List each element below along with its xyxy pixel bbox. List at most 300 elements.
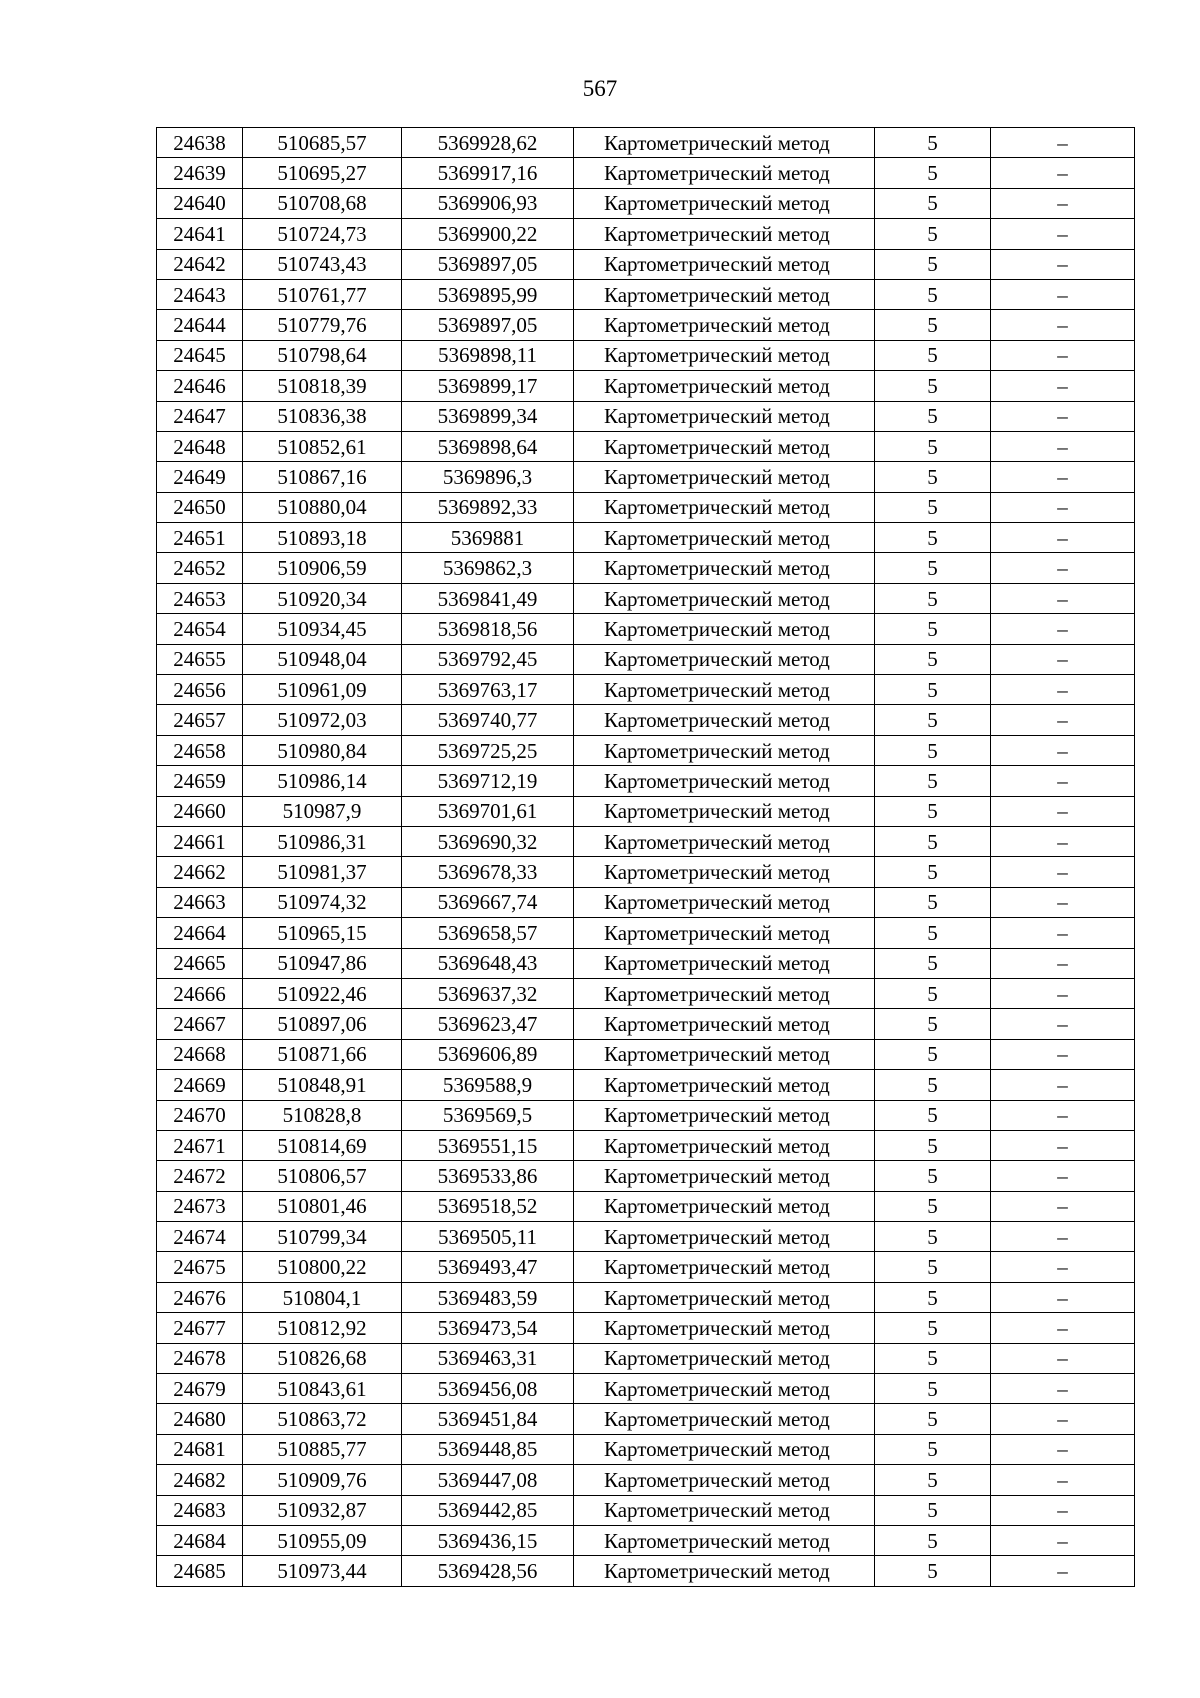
y-coordinate-cell: 5369448,85 <box>402 1434 574 1464</box>
table-row <box>157 1404 1135 1434</box>
x-coordinate-cell: 510986,31 <box>243 826 402 856</box>
point-number-cell: 24640 <box>157 188 243 218</box>
table-row <box>157 1343 1135 1373</box>
table-row <box>157 1465 1135 1495</box>
point-number-cell: 24665 <box>157 948 243 978</box>
point-number-cell: 24677 <box>157 1313 243 1343</box>
method-cell: Картометрический метод <box>574 1161 875 1191</box>
y-coordinate-cell: 5369701,61 <box>402 796 574 826</box>
x-coordinate-cell: 510801,46 <box>243 1191 402 1221</box>
description-cell: – <box>991 1222 1135 1252</box>
table-row <box>157 796 1135 826</box>
table-row <box>157 1525 1135 1555</box>
x-coordinate-cell: 510826,68 <box>243 1343 402 1373</box>
table-row <box>157 675 1135 705</box>
x-coordinate-cell: 510920,34 <box>243 583 402 613</box>
description-cell: – <box>991 1495 1135 1525</box>
point-number-cell: 24674 <box>157 1222 243 1252</box>
table-row <box>157 948 1135 978</box>
table-row <box>157 1556 1135 1586</box>
x-coordinate-cell: 510893,18 <box>243 523 402 553</box>
point-number-cell: 24670 <box>157 1100 243 1130</box>
x-coordinate-cell: 510708,68 <box>243 188 402 218</box>
accuracy-cell: 5 <box>875 158 991 188</box>
description-cell: – <box>991 918 1135 948</box>
point-number-cell: 24649 <box>157 462 243 492</box>
x-coordinate-cell: 510987,9 <box>243 796 402 826</box>
description-cell: – <box>991 583 1135 613</box>
accuracy-cell: 5 <box>875 1374 991 1404</box>
y-coordinate-cell: 5369841,49 <box>402 583 574 613</box>
y-coordinate-cell: 5369862,3 <box>402 553 574 583</box>
table-row <box>157 249 1135 279</box>
method-cell: Картометрический метод <box>574 1374 875 1404</box>
description-cell: – <box>991 128 1135 158</box>
method-cell: Картометрический метод <box>574 431 875 461</box>
table-row <box>157 1191 1135 1221</box>
accuracy-cell: 5 <box>875 705 991 735</box>
table-row <box>157 1282 1135 1312</box>
y-coordinate-cell: 5369667,74 <box>402 887 574 917</box>
table-row <box>157 1495 1135 1525</box>
table-row <box>157 1130 1135 1160</box>
table-row <box>157 340 1135 370</box>
method-cell: Картометрический метод <box>574 1495 875 1525</box>
y-coordinate-cell: 5369917,16 <box>402 158 574 188</box>
description-cell: – <box>991 492 1135 522</box>
method-cell: Картометрический метод <box>574 1222 875 1252</box>
point-number-cell: 24678 <box>157 1343 243 1373</box>
y-coordinate-cell: 5369483,59 <box>402 1282 574 1312</box>
method-cell: Картометрический метод <box>574 128 875 158</box>
point-number-cell: 24646 <box>157 371 243 401</box>
accuracy-cell: 5 <box>875 188 991 218</box>
point-number-cell: 24680 <box>157 1404 243 1434</box>
accuracy-cell: 5 <box>875 219 991 249</box>
y-coordinate-cell: 5369896,3 <box>402 462 574 492</box>
x-coordinate-cell: 510973,44 <box>243 1556 402 1586</box>
point-number-cell: 24641 <box>157 219 243 249</box>
method-cell: Картометрический метод <box>574 1100 875 1130</box>
table-row <box>157 431 1135 461</box>
description-cell: – <box>991 614 1135 644</box>
y-coordinate-cell: 5369792,45 <box>402 644 574 674</box>
method-cell: Картометрический метод <box>574 948 875 978</box>
table-row <box>157 1039 1135 1069</box>
y-coordinate-cell: 5369895,99 <box>402 279 574 309</box>
point-number-cell: 24682 <box>157 1465 243 1495</box>
table-row <box>157 1434 1135 1464</box>
method-cell: Картометрический метод <box>574 644 875 674</box>
description-cell: – <box>991 462 1135 492</box>
table-row <box>157 1100 1135 1130</box>
method-cell: Картометрический метод <box>574 1313 875 1343</box>
x-coordinate-cell: 510836,38 <box>243 401 402 431</box>
method-cell: Картометрический метод <box>574 462 875 492</box>
y-coordinate-cell: 5369899,34 <box>402 401 574 431</box>
method-cell: Картометрический метод <box>574 1191 875 1221</box>
point-number-cell: 24676 <box>157 1282 243 1312</box>
description-cell: – <box>991 279 1135 309</box>
method-cell: Картометрический метод <box>574 766 875 796</box>
method-cell: Картометрический метод <box>574 705 875 735</box>
table-row <box>157 553 1135 583</box>
description-cell: – <box>991 705 1135 735</box>
table-row <box>157 583 1135 613</box>
method-cell: Картометрический метод <box>574 1070 875 1100</box>
point-number-cell: 24667 <box>157 1009 243 1039</box>
accuracy-cell: 5 <box>875 978 991 1008</box>
table-row <box>157 978 1135 1008</box>
y-coordinate-cell: 5369658,57 <box>402 918 574 948</box>
table-row <box>157 492 1135 522</box>
point-number-cell: 24681 <box>157 1434 243 1464</box>
y-coordinate-cell: 5369606,89 <box>402 1039 574 1069</box>
table-row <box>157 1374 1135 1404</box>
description-cell: – <box>991 1465 1135 1495</box>
method-cell: Картометрический метод <box>574 614 875 644</box>
method-cell: Картометрический метод <box>574 371 875 401</box>
description-cell: – <box>991 219 1135 249</box>
description-cell: – <box>991 1252 1135 1282</box>
description-cell: – <box>991 553 1135 583</box>
y-coordinate-cell: 5369428,56 <box>402 1556 574 1586</box>
accuracy-cell: 5 <box>875 128 991 158</box>
description-cell: – <box>991 735 1135 765</box>
x-coordinate-cell: 510871,66 <box>243 1039 402 1069</box>
accuracy-cell: 5 <box>875 675 991 705</box>
x-coordinate-cell: 510814,69 <box>243 1130 402 1160</box>
table-row <box>157 1222 1135 1252</box>
point-number-cell: 24647 <box>157 401 243 431</box>
description-cell: – <box>991 796 1135 826</box>
accuracy-cell: 5 <box>875 614 991 644</box>
accuracy-cell: 5 <box>875 371 991 401</box>
x-coordinate-cell: 510743,43 <box>243 249 402 279</box>
y-coordinate-cell: 5369447,08 <box>402 1465 574 1495</box>
table-row <box>157 188 1135 218</box>
y-coordinate-cell: 5369898,64 <box>402 431 574 461</box>
table-row <box>157 1252 1135 1282</box>
point-number-cell: 24668 <box>157 1039 243 1069</box>
table-row <box>157 371 1135 401</box>
y-coordinate-cell: 5369740,77 <box>402 705 574 735</box>
method-cell: Картометрический метод <box>574 1404 875 1434</box>
point-number-cell: 24650 <box>157 492 243 522</box>
accuracy-cell: 5 <box>875 1465 991 1495</box>
point-number-cell: 24671 <box>157 1130 243 1160</box>
y-coordinate-cell: 5369493,47 <box>402 1252 574 1282</box>
y-coordinate-cell: 5369763,17 <box>402 675 574 705</box>
table-row <box>157 401 1135 431</box>
accuracy-cell: 5 <box>875 948 991 978</box>
point-number-cell: 24664 <box>157 918 243 948</box>
y-coordinate-cell: 5369456,08 <box>402 1374 574 1404</box>
table-row <box>157 918 1135 948</box>
y-coordinate-cell: 5369818,56 <box>402 614 574 644</box>
description-cell: – <box>991 857 1135 887</box>
x-coordinate-cell: 510974,32 <box>243 887 402 917</box>
y-coordinate-cell: 5369473,54 <box>402 1313 574 1343</box>
point-number-cell: 24679 <box>157 1374 243 1404</box>
y-coordinate-cell: 5369569,5 <box>402 1100 574 1130</box>
accuracy-cell: 5 <box>875 1191 991 1221</box>
method-cell: Картометрический метод <box>574 523 875 553</box>
point-number-cell: 24652 <box>157 553 243 583</box>
method-cell: Картометрический метод <box>574 340 875 370</box>
point-number-cell: 24672 <box>157 1161 243 1191</box>
accuracy-cell: 5 <box>875 431 991 461</box>
x-coordinate-cell: 510909,76 <box>243 1465 402 1495</box>
description-cell: – <box>991 1343 1135 1373</box>
table-row <box>157 279 1135 309</box>
accuracy-cell: 5 <box>875 1100 991 1130</box>
description-cell: – <box>991 978 1135 1008</box>
method-cell: Картометрический метод <box>574 735 875 765</box>
description-cell: – <box>991 1161 1135 1191</box>
point-number-cell: 24648 <box>157 431 243 461</box>
x-coordinate-cell: 510848,91 <box>243 1070 402 1100</box>
x-coordinate-cell: 510724,73 <box>243 219 402 249</box>
x-coordinate-cell: 510843,61 <box>243 1374 402 1404</box>
description-cell: – <box>991 401 1135 431</box>
point-number-cell: 24673 <box>157 1191 243 1221</box>
method-cell: Картометрический метод <box>574 1525 875 1555</box>
accuracy-cell: 5 <box>875 340 991 370</box>
method-cell: Картометрический метод <box>574 1039 875 1069</box>
point-number-cell: 24666 <box>157 978 243 1008</box>
point-number-cell: 24661 <box>157 826 243 856</box>
point-number-cell: 24662 <box>157 857 243 887</box>
accuracy-cell: 5 <box>875 1039 991 1069</box>
point-number-cell: 24642 <box>157 249 243 279</box>
description-cell: – <box>991 1282 1135 1312</box>
table-row <box>157 219 1135 249</box>
description-cell: – <box>991 340 1135 370</box>
accuracy-cell: 5 <box>875 1556 991 1586</box>
accuracy-cell: 5 <box>875 523 991 553</box>
table-row <box>157 310 1135 340</box>
accuracy-cell: 5 <box>875 310 991 340</box>
accuracy-cell: 5 <box>875 1434 991 1464</box>
method-cell: Картометрический метод <box>574 887 875 917</box>
point-number-cell: 24638 <box>157 128 243 158</box>
description-cell: – <box>991 188 1135 218</box>
description-cell: – <box>991 1313 1135 1343</box>
point-number-cell: 24644 <box>157 310 243 340</box>
accuracy-cell: 5 <box>875 462 991 492</box>
description-cell: – <box>991 1130 1135 1160</box>
method-cell: Картометрический метод <box>574 857 875 887</box>
accuracy-cell: 5 <box>875 249 991 279</box>
accuracy-cell: 5 <box>875 735 991 765</box>
accuracy-cell: 5 <box>875 796 991 826</box>
x-coordinate-cell: 510906,59 <box>243 553 402 583</box>
description-cell: – <box>991 431 1135 461</box>
point-number-cell: 24669 <box>157 1070 243 1100</box>
point-number-cell: 24675 <box>157 1252 243 1282</box>
description-cell: – <box>991 675 1135 705</box>
description-cell: – <box>991 1039 1135 1069</box>
point-number-cell: 24651 <box>157 523 243 553</box>
accuracy-cell: 5 <box>875 857 991 887</box>
x-coordinate-cell: 510961,09 <box>243 675 402 705</box>
y-coordinate-cell: 5369897,05 <box>402 249 574 279</box>
point-number-cell: 24684 <box>157 1525 243 1555</box>
method-cell: Картометрический метод <box>574 583 875 613</box>
x-coordinate-cell: 510798,64 <box>243 340 402 370</box>
x-coordinate-cell: 510867,16 <box>243 462 402 492</box>
x-coordinate-cell: 510828,8 <box>243 1100 402 1130</box>
y-coordinate-cell: 5369451,84 <box>402 1404 574 1434</box>
table-row <box>157 826 1135 856</box>
x-coordinate-cell: 510934,45 <box>243 614 402 644</box>
accuracy-cell: 5 <box>875 1343 991 1373</box>
y-coordinate-cell: 5369898,11 <box>402 340 574 370</box>
method-cell: Картометрический метод <box>574 188 875 218</box>
description-cell: – <box>991 1191 1135 1221</box>
method-cell: Картометрический метод <box>574 978 875 1008</box>
y-coordinate-cell: 5369881 <box>402 523 574 553</box>
point-number-cell: 24659 <box>157 766 243 796</box>
accuracy-cell: 5 <box>875 279 991 309</box>
description-cell: – <box>991 644 1135 674</box>
x-coordinate-cell: 510986,14 <box>243 766 402 796</box>
accuracy-cell: 5 <box>875 1161 991 1191</box>
x-coordinate-cell: 510980,84 <box>243 735 402 765</box>
x-coordinate-cell: 510972,03 <box>243 705 402 735</box>
y-coordinate-cell: 5369637,32 <box>402 978 574 1008</box>
y-coordinate-cell: 5369463,31 <box>402 1343 574 1373</box>
table-row <box>157 462 1135 492</box>
point-number-cell: 24656 <box>157 675 243 705</box>
point-number-cell: 24657 <box>157 705 243 735</box>
x-coordinate-cell: 510885,77 <box>243 1434 402 1464</box>
y-coordinate-cell: 5369588,9 <box>402 1070 574 1100</box>
description-cell: – <box>991 523 1135 553</box>
accuracy-cell: 5 <box>875 553 991 583</box>
accuracy-cell: 5 <box>875 1282 991 1312</box>
description-cell: – <box>991 766 1135 796</box>
y-coordinate-cell: 5369899,17 <box>402 371 574 401</box>
y-coordinate-cell: 5369436,15 <box>402 1525 574 1555</box>
description-cell: – <box>991 310 1135 340</box>
method-cell: Картометрический метод <box>574 1252 875 1282</box>
method-cell: Картометрический метод <box>574 401 875 431</box>
x-coordinate-cell: 510804,1 <box>243 1282 402 1312</box>
y-coordinate-cell: 5369623,47 <box>402 1009 574 1039</box>
x-coordinate-cell: 510779,76 <box>243 310 402 340</box>
y-coordinate-cell: 5369505,11 <box>402 1222 574 1252</box>
accuracy-cell: 5 <box>875 492 991 522</box>
method-cell: Картометрический метод <box>574 826 875 856</box>
method-cell: Картометрический метод <box>574 1465 875 1495</box>
x-coordinate-cell: 510761,77 <box>243 279 402 309</box>
y-coordinate-cell: 5369690,32 <box>402 826 574 856</box>
x-coordinate-cell: 510897,06 <box>243 1009 402 1039</box>
table-row <box>157 887 1135 917</box>
description-cell: – <box>991 1070 1135 1100</box>
accuracy-cell: 5 <box>875 583 991 613</box>
x-coordinate-cell: 510955,09 <box>243 1525 402 1555</box>
table-row <box>157 857 1135 887</box>
method-cell: Картометрический метод <box>574 279 875 309</box>
accuracy-cell: 5 <box>875 1009 991 1039</box>
accuracy-cell: 5 <box>875 1130 991 1160</box>
description-cell: – <box>991 1374 1135 1404</box>
y-coordinate-cell: 5369897,05 <box>402 310 574 340</box>
coordinates-table <box>156 127 1135 1587</box>
table-row <box>157 1070 1135 1100</box>
table-row <box>157 1161 1135 1191</box>
description-cell: – <box>991 887 1135 917</box>
accuracy-cell: 5 <box>875 1070 991 1100</box>
table-row <box>157 705 1135 735</box>
y-coordinate-cell: 5369712,19 <box>402 766 574 796</box>
accuracy-cell: 5 <box>875 644 991 674</box>
method-cell: Картометрический метод <box>574 1343 875 1373</box>
x-coordinate-cell: 510981,37 <box>243 857 402 887</box>
x-coordinate-cell: 510932,87 <box>243 1495 402 1525</box>
table-row <box>157 128 1135 158</box>
description-cell: – <box>991 826 1135 856</box>
x-coordinate-cell: 510800,22 <box>243 1252 402 1282</box>
x-coordinate-cell: 510799,34 <box>243 1222 402 1252</box>
accuracy-cell: 5 <box>875 826 991 856</box>
x-coordinate-cell: 510965,15 <box>243 918 402 948</box>
accuracy-cell: 5 <box>875 1495 991 1525</box>
table-row <box>157 614 1135 644</box>
y-coordinate-cell: 5369725,25 <box>402 735 574 765</box>
description-cell: – <box>991 1525 1135 1555</box>
point-number-cell: 24655 <box>157 644 243 674</box>
method-cell: Картометрический метод <box>574 553 875 583</box>
table-row <box>157 1313 1135 1343</box>
method-cell: Картометрический метод <box>574 1434 875 1464</box>
accuracy-cell: 5 <box>875 887 991 917</box>
x-coordinate-cell: 510863,72 <box>243 1404 402 1434</box>
accuracy-cell: 5 <box>875 1404 991 1434</box>
y-coordinate-cell: 5369928,62 <box>402 128 574 158</box>
description-cell: – <box>991 1404 1135 1434</box>
table-row <box>157 1009 1135 1039</box>
accuracy-cell: 5 <box>875 1252 991 1282</box>
x-coordinate-cell: 510948,04 <box>243 644 402 674</box>
description-cell: – <box>991 1100 1135 1130</box>
table-row <box>157 523 1135 553</box>
point-number-cell: 24654 <box>157 614 243 644</box>
point-number-cell: 24645 <box>157 340 243 370</box>
y-coordinate-cell: 5369892,33 <box>402 492 574 522</box>
method-cell: Картометрический метод <box>574 492 875 522</box>
x-coordinate-cell: 510852,61 <box>243 431 402 461</box>
y-coordinate-cell: 5369906,93 <box>402 188 574 218</box>
y-coordinate-cell: 5369900,22 <box>402 219 574 249</box>
method-cell: Картометрический метод <box>574 249 875 279</box>
method-cell: Картометрический метод <box>574 1130 875 1160</box>
description-cell: – <box>991 948 1135 978</box>
point-number-cell: 24685 <box>157 1556 243 1586</box>
method-cell: Картометрический метод <box>574 796 875 826</box>
y-coordinate-cell: 5369551,15 <box>402 1130 574 1160</box>
description-cell: – <box>991 158 1135 188</box>
description-cell: – <box>991 1009 1135 1039</box>
x-coordinate-cell: 510818,39 <box>243 371 402 401</box>
point-number-cell: 24653 <box>157 583 243 613</box>
x-coordinate-cell: 510812,92 <box>243 1313 402 1343</box>
method-cell: Картометрический метод <box>574 1556 875 1586</box>
x-coordinate-cell: 510806,57 <box>243 1161 402 1191</box>
